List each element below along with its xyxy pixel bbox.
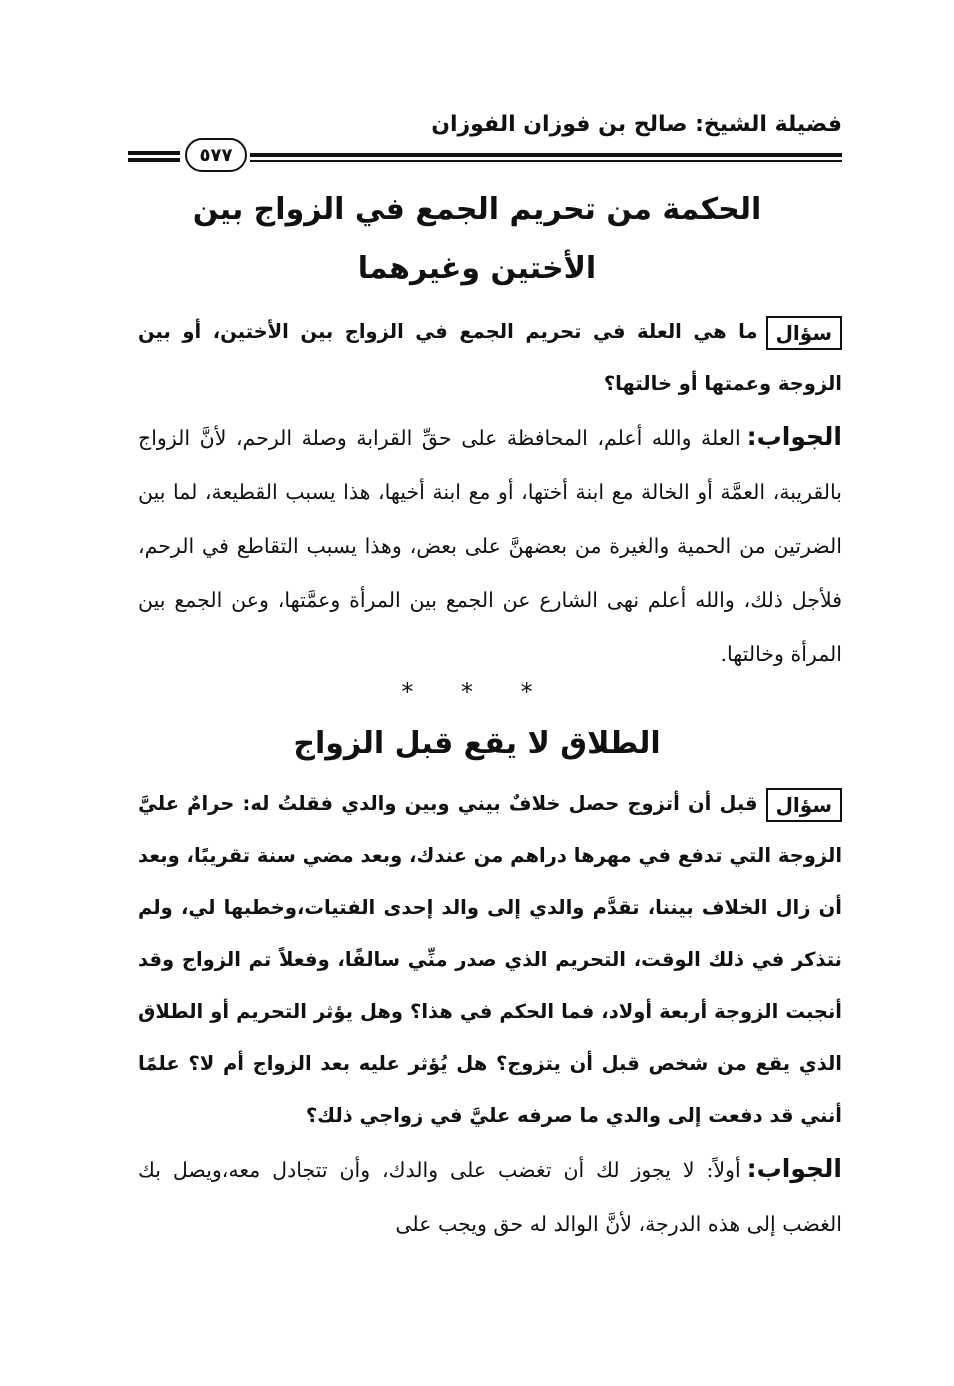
section2-answer-label: الجواب: bbox=[746, 1154, 842, 1183]
section1-title-line2: الأختين وغيرهما bbox=[357, 251, 597, 286]
section1-answer bbox=[138, 410, 842, 681]
section2-question-label: سؤال bbox=[766, 788, 842, 822]
section2-question-text: قبل أن أتزوج حصل خلافٌ بيني وبين والدي فقلتُ له: حرامٌ عليَّ الزوجة التي تدفع في مهرها دراهم من عندك، وبعد مضي سنة تقريبًا، وبعد أن زال الخلاف بيننا، تقدَّم والدي إلى والد إحدى الفتيات،وخطبها لي، ولم نتذكر في ذلك الوقت، التحريم الذي صدر منِّي سالفًا، وفعلاً تم الزواج وقد أنجبت الزوجة أربعة أولاد، فما الحكم في هذا؟ وهل يؤثر التحريم أو الطلاق الذي يقع من شخص قبل أن يتزوج؟ هل يُؤثر عليه بعد الزواج أم لا؟ علمًا أنني قد دفعت إلى والدي ما صرفه عليَّ في زواجي ذلك؟ bbox=[138, 792, 842, 1127]
section1-answer-text: العلة والله أعلم، المحافظة على حقِّ القرابة وصلة الرحم، لأنَّ الزواج بالقريبة، العمَّة أو الخالة مع ابنة أختها، أو مع ابنة أخيها، هذا يسبب القطيعة، لما بين الضرتين من الحمية والغيرة من بعضهنَّ على بعض، وهذا يسبب التقاطع في الرحم، فلأجل ذلك، والله أعلم نهى الشارع عن الجمع بين المرأة وعمَّتها، وعن الجمع بين المرأة وخالتها. bbox=[138, 426, 842, 666]
header-rule-right-thin bbox=[250, 160, 842, 162]
section1-question-text: ما هي العلة في تحريم الجمع في الزواج بين الأختين، أو بين الزوجة وعمتها أو خالتها؟ bbox=[138, 320, 842, 395]
section1-answer-label: الجواب: bbox=[746, 422, 842, 451]
section2-answer bbox=[138, 1142, 842, 1251]
section-separator: * * * bbox=[401, 678, 553, 706]
section2-title: الطلاق لا يقع قبل الزواج bbox=[293, 726, 661, 761]
section1-title-line1: الحكمة من تحريم الجمع في الزواج بين bbox=[192, 192, 762, 227]
section1-question bbox=[138, 306, 842, 410]
section2-question bbox=[138, 778, 842, 1142]
running-header-title: فضيلة الشيخ: صالح بن فوزان الفوزان bbox=[431, 112, 842, 137]
header-rule-right-thick bbox=[250, 153, 842, 157]
page-number-badge: ٥٧٧ bbox=[185, 138, 247, 172]
header-rule-left-thick-2 bbox=[128, 158, 180, 162]
header-rule-left-thick bbox=[128, 151, 180, 155]
section1-question-label: سؤال bbox=[766, 316, 842, 350]
section2-answer-text: أولاً: لا يجوز لك أن تغضب على والدك، وأن تتجادل معه،ويصل بك الغضب إلى هذه الدرجة، لأنَّ الوالد له حق ويجب على bbox=[138, 1158, 842, 1236]
